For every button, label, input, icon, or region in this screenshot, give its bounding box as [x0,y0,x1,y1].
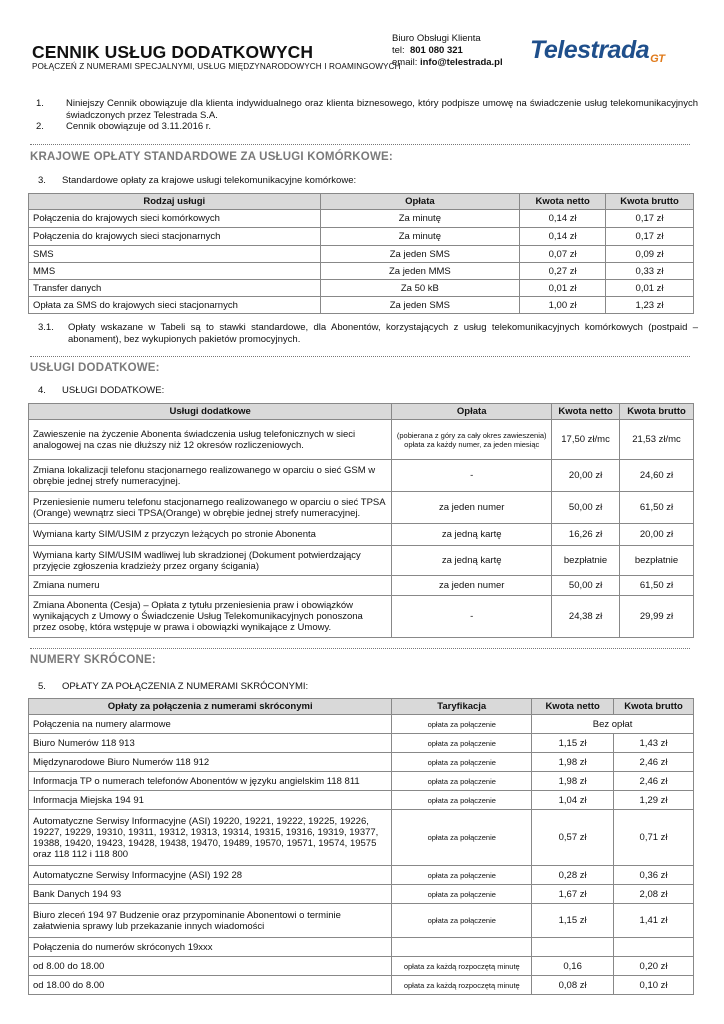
tel-label: tel: [392,45,405,56]
table-cell: 1,00 zł [520,297,606,314]
table-krajowe [28,193,694,314]
table-cell: Zawieszenie na życzenie Abonenta świadczenia usług telefonicznych w sieci analogowej na czas nie dłuższy niż 12 okresów rozliczeniowych. [29,420,392,460]
table-cell: Połączenia do numerów skróconych 19xxx [29,938,392,957]
intro-text: Cennik obowiązuje od 3.11.2016 r. [66,121,212,132]
table-cell: opłata za połączenie [392,866,532,885]
table-cell: za jedną kartę [392,546,552,576]
table-cell: 1,43 zł [614,734,694,753]
table-cell: 20,00 zł [552,460,620,492]
note-number: 3.1. [38,322,54,333]
table-cell: 0,33 zł [606,263,694,280]
table-cell: 1,98 zł [532,772,614,791]
table-cell: bezpłatnie [552,546,620,576]
table-cell: Połączenia do krajowych sieci komórkowych [29,210,321,228]
table-row [29,772,694,791]
table-cell: Międzynarodowe Biuro Numerów 118 912 [29,753,392,772]
table-cell: 2,08 zł [614,885,694,904]
table-cell: opłata za połączenie [392,791,532,810]
contact-heading: Biuro Obsługi Klienta [392,33,481,44]
table-cell: za jedną kartę [392,524,552,546]
column-header: Kwota netto [552,404,620,420]
table-cell: Zmiana Abonenta (Cesja) – Opłata z tytułu przeniesienia praw i obowiązków wynikających z Umowy o Świadczenie Usług Telekomunikacyjnych ponoszona przez osobę, która wstępuje w prawa i obowiązki wynikające z Umowy. [29,596,392,638]
point-text: Standardowe opłaty za krajowe usługi telekomunikacyjne komórkowe: [62,175,357,186]
note-text: Opłaty wskazane w Tabeli są to stawki standardowe, dla Abonentów, korzystających z usług telekomunikacyjnych komórkowych (postpaid – abonament), bez wykupionych pakietów promocyjnych. [68,322,698,345]
column-header: Kwota brutto [620,404,694,420]
table-row [29,938,694,957]
email-value[interactable]: info@telestrada.pl [419,57,503,68]
table-cell: 0,01 zł [520,280,606,297]
table-cell: Informacja TP o numerach telefonów Abonentów w języku angielskim 118 811 [29,772,392,791]
table-row [29,210,694,228]
contact-tel [392,45,503,57]
table-row [29,460,694,492]
table-cell: opłata za połączenie [392,885,532,904]
telestrada-logo [530,36,664,65]
section-title-krajowe: KRAJOWE OPŁATY STANDARDOWE ZA USŁUGI KOMÓRKOWE: [30,151,393,163]
column-header: Opłaty za połączenia z numerami skróconymi [29,699,392,715]
table-cell: 16,26 zł [552,524,620,546]
table-cell [614,938,694,957]
table-cell: 50,00 zł [552,576,620,596]
table-cell [532,938,614,957]
page-header [30,26,710,86]
table-cell: Bank Danych 194 93 [29,885,392,904]
table-cell: 21,53 zł/mc [620,420,694,460]
table-cell: 61,50 zł [620,576,694,596]
table-cell: Automatyczne Serwisy Informacyjne (ASI) 19220, 19221, 19222, 19225, 19226, 19227, 19229, 19310, 19311, 19312, 19313, 19314, 19315, 19316, 19319, 19377, 19388, 19420, 19423, 19428, 19438, 19470, 19489, 19570, 19571, 19574, 19575 oraz 118 112 i 118 800 [29,810,392,866]
table-cell: 1,15 zł [532,734,614,753]
section-divider [30,356,690,357]
point-number: 4. [38,385,46,396]
table-row [29,715,694,734]
section-divider [30,648,690,649]
table-numery-skrocone [28,698,694,995]
table-cell: SMS [29,246,321,263]
table-cell: Opłata za SMS do krajowych sieci stacjonarnych [29,297,321,314]
column-header: Kwota brutto [614,699,694,715]
table-cell: 0,27 zł [520,263,606,280]
tel-value[interactable]: 801 080 321 [409,45,463,56]
column-header: Kwota brutto [606,194,694,210]
intro-item [30,121,698,133]
table-cell: opłata za połączenie [392,753,532,772]
table-cell: 0,57 zł [532,810,614,866]
table-cell: 0,10 zł [614,976,694,995]
table-cell: 1,67 zł [532,885,614,904]
point-text: OPŁATY ZA POŁĄCZENIA Z NUMERAMI SKRÓCONYMI: [62,681,309,692]
table-cell: 17,50 zł/mc [552,420,620,460]
table-cell: 0,71 zł [614,810,694,866]
table-cell: opłata za połączenie [392,734,532,753]
table-cell: opłata za każdą rozpoczętą minutę [392,957,532,976]
table-cell: opłata za każdą rozpoczętą minutę [392,976,532,995]
table-cell: Wymiana karty SIM/USIM z przyczyn leżących po stronie Abonenta [29,524,392,546]
table-cell [392,938,532,957]
table-row [29,420,694,460]
point-5 [38,681,308,692]
table-cell: 0,17 zł [606,228,694,246]
intro-item [30,98,698,121]
table-cell: 0,28 zł [532,866,614,885]
table-row [29,976,694,995]
table-cell: (pobierana z góry za cały okres zawieszenia) opłata za każdy numer, za jeden miesiąc [392,420,552,460]
point-4 [38,385,164,396]
table-cell: 0,16 [532,957,614,976]
note-3-1 [38,322,698,345]
table-row [29,524,694,546]
table-cell: 50,00 zł [552,492,620,524]
table-row [29,791,694,810]
table-cell: Biuro zleceń 194 97 Budzenie oraz przypominanie Abonentowi o terminie załatwienia sprawy lub przekazanie innych wiadomości [29,904,392,938]
table-cell: 0,08 zł [532,976,614,995]
table-row [29,576,694,596]
table-cell: Przeniesienie numeru telefonu stacjonarnego realizowanego w oparciu o sieć TPSA (Orange) wewnątrz sieci TPSA(Orange) w obrębie jednej strefy numeracyjnej. [29,492,392,524]
table-cell: Wymiana karty SIM/USIM wadliwej lub skradzionej (Dokument potwierdzający przyjęcie zgłoszenia kradzieży przez organy ścigania) [29,546,392,576]
table-cell: MMS [29,263,321,280]
table-row [29,228,694,246]
table-cell: Biuro Numerów 118 913 [29,734,392,753]
table-row [29,734,694,753]
table-row [29,810,694,866]
table-cell: 0,17 zł [606,210,694,228]
section-title-numery: NUMERY SKRÓCONE: [30,654,156,666]
table-row [29,546,694,576]
table-cell: za jeden numer [392,492,552,524]
table-cell: 0,09 zł [606,246,694,263]
page-title: CENNIK USŁUG DODATKOWYCH [32,42,314,62]
column-header: Rodzaj usługi [29,194,321,210]
table-cell: Zmiana numeru [29,576,392,596]
section-title-uslugi: USŁUGI DODATKOWE: [30,362,160,374]
table-row [29,957,694,976]
point-number: 5. [38,681,46,692]
table-cell: 1,29 zł [614,791,694,810]
table-row [29,492,694,524]
table-cell: Automatyczne Serwisy Informacyjne (ASI) 192 28 [29,866,392,885]
table-cell: 1,15 zł [532,904,614,938]
table-cell: 24,60 zł [620,460,694,492]
table-cell: opłata za połączenie [392,772,532,791]
table-cell: opłata za połączenie [392,904,532,938]
table-row [29,297,694,314]
table-cell: 0,20 zł [614,957,694,976]
table-cell: Za minutę [320,210,520,228]
table-cell: 0,36 zł [614,866,694,885]
table-cell: 0,14 zł [520,228,606,246]
table-cell: Połączenia na numery alarmowe [29,715,392,734]
table-cell: - [392,460,552,492]
table-header-row [29,404,694,420]
table-row [29,904,694,938]
table-cell: 0,07 zł [520,246,606,263]
contact-email [392,57,503,69]
table-row [29,753,694,772]
table-cell: 0,01 zł [606,280,694,297]
column-header: Usługi dodatkowe [29,404,392,420]
table-cell: od 8.00 do 18.00 [29,957,392,976]
logo-suffix: GT [650,53,665,65]
table-cell: 24,38 zł [552,596,620,638]
table-cell: bezpłatnie [620,546,694,576]
page-subtitle: POŁĄCZEŃ Z NUMERAMI SPECJALNYMI, USŁUG MIĘDZYNARODOWYCH I ROAMINGOWYCH [32,62,401,71]
section-divider [30,144,690,145]
table-cell: Połączenia do krajowych sieci stacjonarnych [29,228,321,246]
column-header: Taryfikacja [392,699,532,715]
table-cell: 2,46 zł [614,772,694,791]
table-cell: 61,50 zł [620,492,694,524]
intro-list [30,98,698,133]
column-header: Opłata [392,404,552,420]
table-header-row [29,699,694,715]
intro-number: 2. [36,121,44,132]
table-row [29,866,694,885]
table-uslugi-dodatkowe [28,403,694,638]
table-row [29,263,694,280]
logo-text: Telestrada [530,36,650,64]
table-cell: 2,46 zł [614,753,694,772]
column-header: Kwota netto [520,194,606,210]
table-row [29,885,694,904]
table-cell: od 18.00 do 8.00 [29,976,392,995]
point-3 [38,175,356,186]
table-cell: Za jeden SMS [320,297,520,314]
table-cell: 1,98 zł [532,753,614,772]
intro-number: 1. [36,98,44,109]
intro-text: Niniejszy Cennik obowiązuje dla klienta indywidualnego oraz klienta biznesowego, który podpisze umowę na świadczenie usług telekomunikacyjnych świadczonych przez Telestrada S.A. [66,98,698,121]
table-cell: Zmiana lokalizacji telefonu stacjonarnego realizowanego w oparciu o sieć GSM w obrębie jednej strefy numeracyjnej. [29,460,392,492]
column-header: Opłata [320,194,520,210]
column-header: Kwota netto [532,699,614,715]
table-cell: opłata za połączenie [392,715,532,734]
table-cell: Informacja Miejska 194 91 [29,791,392,810]
table-cell: Bez opłat [532,715,694,734]
table-cell: Za 50 kB [320,280,520,297]
table-header-row [29,194,694,210]
table-cell: Transfer danych [29,280,321,297]
table-cell: 1,04 zł [532,791,614,810]
table-cell: - [392,596,552,638]
table-cell: 0,14 zł [520,210,606,228]
table-cell: 1,23 zł [606,297,694,314]
table-cell: 1,41 zł [614,904,694,938]
table-cell: 29,99 zł [620,596,694,638]
table-cell: Za minutę [320,228,520,246]
point-number: 3. [38,175,46,186]
table-cell: 20,00 zł [620,524,694,546]
table-row [29,246,694,263]
email-label: email: [392,57,418,68]
table-cell: za jeden numer [392,576,552,596]
contact-info [392,33,503,69]
table-cell: opłata za połączenie [392,810,532,866]
table-cell: Za jeden MMS [320,263,520,280]
table-row [29,596,694,638]
point-text: USŁUGI DODATKOWE: [62,385,165,396]
table-cell: Za jeden SMS [320,246,520,263]
table-row [29,280,694,297]
